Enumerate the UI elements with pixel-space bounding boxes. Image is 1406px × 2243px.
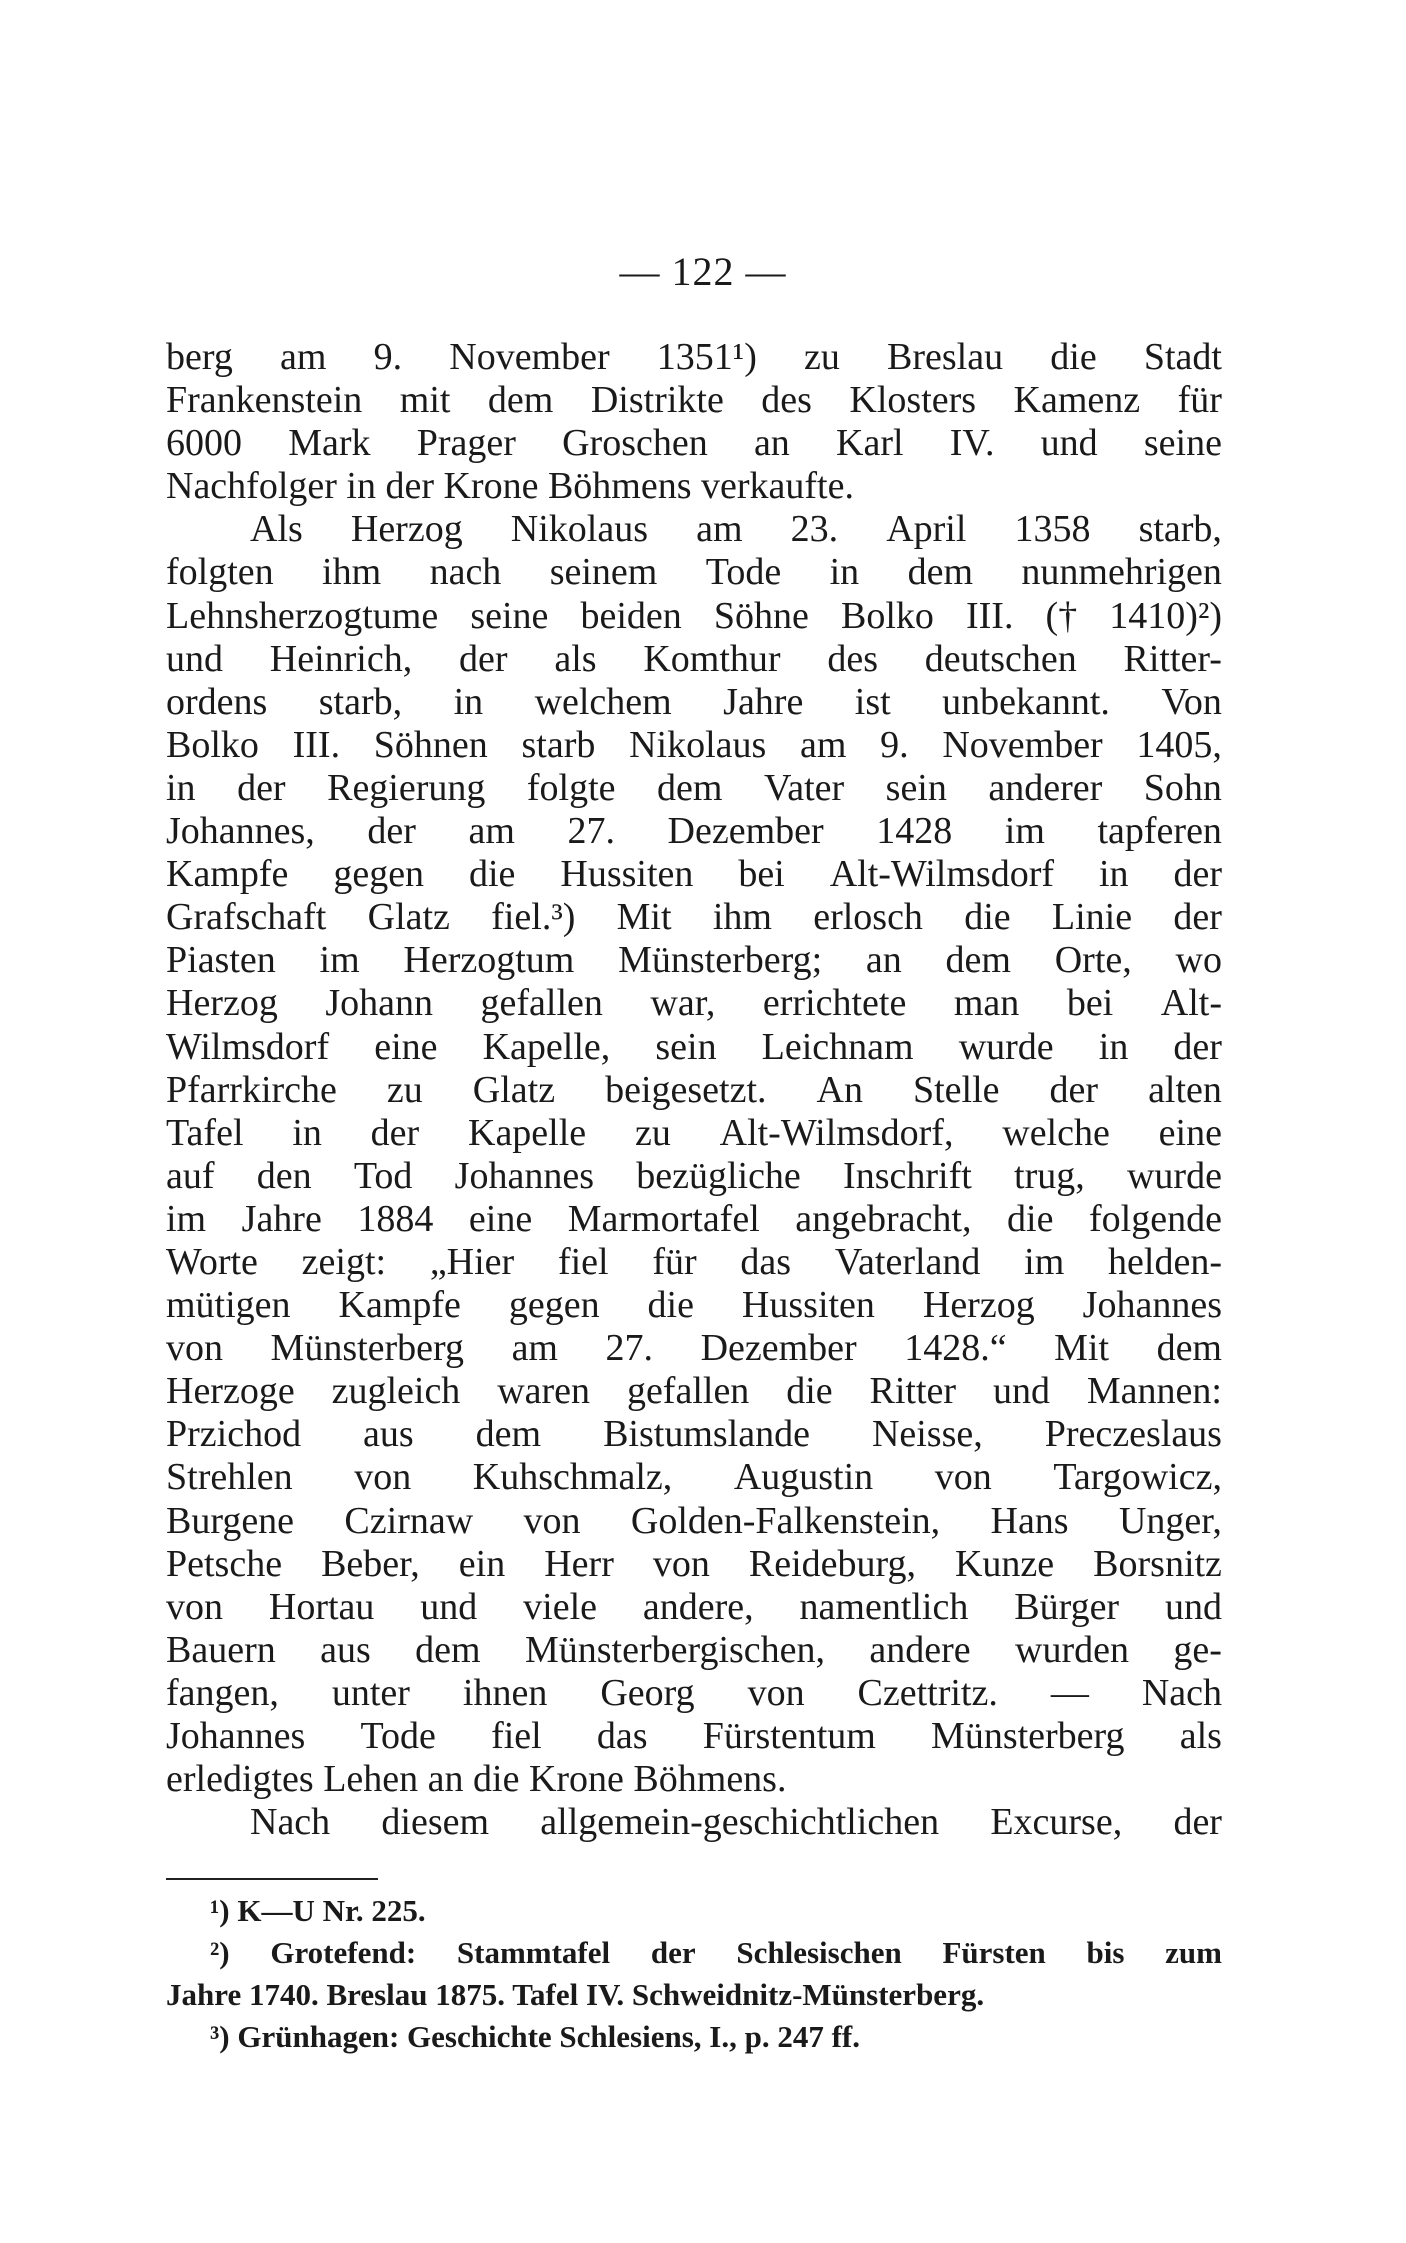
text-line: erledigtes Lehen an die Krone Böhmens.: [166, 1758, 787, 1801]
text-line: Frankenstein mit dem Distrikte des Klosters Kamenz für: [166, 379, 1222, 422]
text-line: Kampfe gegen die Hussiten bei Alt-Wilmsdorf in der: [166, 853, 1222, 896]
footnote-line: ¹) K—U Nr. 225.: [210, 1893, 426, 1928]
text-line: Bolko III. Söhnen starb Nikolaus am 9. November 1405,: [166, 723, 1222, 766]
text-line: mütigen Kampfe gegen die Hussiten Herzog Johannes: [166, 1284, 1222, 1327]
text-line: Przichod aus dem Bistumslande Neisse, Preczeslaus: [166, 1413, 1222, 1456]
text-line: Bauern aus dem Münsterbergischen, andere wurden ge-: [166, 1628, 1222, 1671]
text-line: Nachfolger in der Krone Böhmens verkaufte.: [166, 465, 854, 508]
text-line: Grafschaft Glatz fiel.³) Mit ihm erlosch die Linie der: [166, 896, 1222, 939]
text-line: Petsche Beber, ein Herr von Reideburg, Kunze Borsnitz: [166, 1542, 1222, 1585]
text-line: Piasten im Herzogtum Münsterberg; an dem Orte, wo: [166, 939, 1222, 982]
text-line: in der Regierung folgte dem Vater sein anderer Sohn: [166, 766, 1222, 809]
footnote-divider: [166, 1878, 378, 1880]
page-number: — 122 —: [619, 249, 787, 294]
text-line: Tafel in der Kapelle zu Alt-Wilmsdorf, welche eine: [166, 1111, 1222, 1154]
footnote-line: ²) Grotefend: Stammtafel der Schlesischen Fürsten bis zum: [210, 1935, 1222, 1970]
footnote-line: Jahre 1740. Breslau 1875. Tafel IV. Schweidnitz-Münsterberg.: [166, 1977, 985, 2012]
footnotes: [166, 1890, 1222, 2058]
text-line: Als Herzog Nikolaus am 23. April 1358 starb,: [250, 508, 1222, 551]
text-line: Nach diesem allgemein-geschichtlichen Excurse, der: [250, 1801, 1222, 1844]
text-line: Pfarrkirche zu Glatz beigesetzt. An Stelle der alten: [166, 1068, 1222, 1111]
text-line: Wilmsdorf eine Kapelle, sein Leichnam wurde in der: [166, 1025, 1222, 1068]
text-line: folgten ihm nach seinem Tode in dem nunmehrigen: [166, 551, 1222, 594]
text-line: ordens starb, in welchem Jahre ist unbekannt. Von: [166, 680, 1222, 723]
text-line: Herzoge zugleich waren gefallen die Ritter und Mannen:: [166, 1370, 1222, 1413]
body-text: [166, 336, 1222, 1844]
text-line: Johannes Tode fiel das Fürstentum Münsterberg als: [166, 1715, 1222, 1757]
text-line: Worte zeigt: „Hier fiel für das Vaterland im helden-: [166, 1240, 1222, 1283]
text-line: von Hortau und viele andere, namentlich Bürger und: [166, 1585, 1222, 1628]
text-line: fangen, unter ihnen Georg von Czettritz. — Nach: [166, 1671, 1222, 1714]
text-line: berg am 9. November 1351¹) zu Breslau die Stadt: [166, 336, 1222, 378]
text-line: von Münsterberg am 27. Dezember 1428.“ Mit dem: [166, 1327, 1222, 1370]
text-line: auf den Tod Johannes bezügliche Inschrift trug, wurde: [166, 1154, 1222, 1197]
text-line: Johannes, der am 27. Dezember 1428 im tapferen: [166, 810, 1222, 853]
text-line: 6000 Mark Prager Groschen an Karl IV. und seine: [166, 422, 1222, 465]
text-line: und Heinrich, der als Komthur des deutschen Ritter-: [166, 637, 1222, 680]
text-line: Burgene Czirnaw von Golden-Falkenstein, Hans Unger,: [166, 1499, 1222, 1542]
text-line: Strehlen von Kuhschmalz, Augustin von Targowicz,: [166, 1456, 1222, 1499]
text-line: im Jahre 1884 eine Marmortafel angebracht, die folgende: [166, 1197, 1222, 1240]
footnote-line: ³) Grünhagen: Geschichte Schlesiens, I., p. 247 ff.: [210, 2019, 860, 2054]
text-line: Lehnsherzogtume seine beiden Söhne Bolko III. († 1410)²): [166, 594, 1222, 637]
text-line: Herzog Johann gefallen war, errichtete man bei Alt-: [166, 982, 1222, 1025]
